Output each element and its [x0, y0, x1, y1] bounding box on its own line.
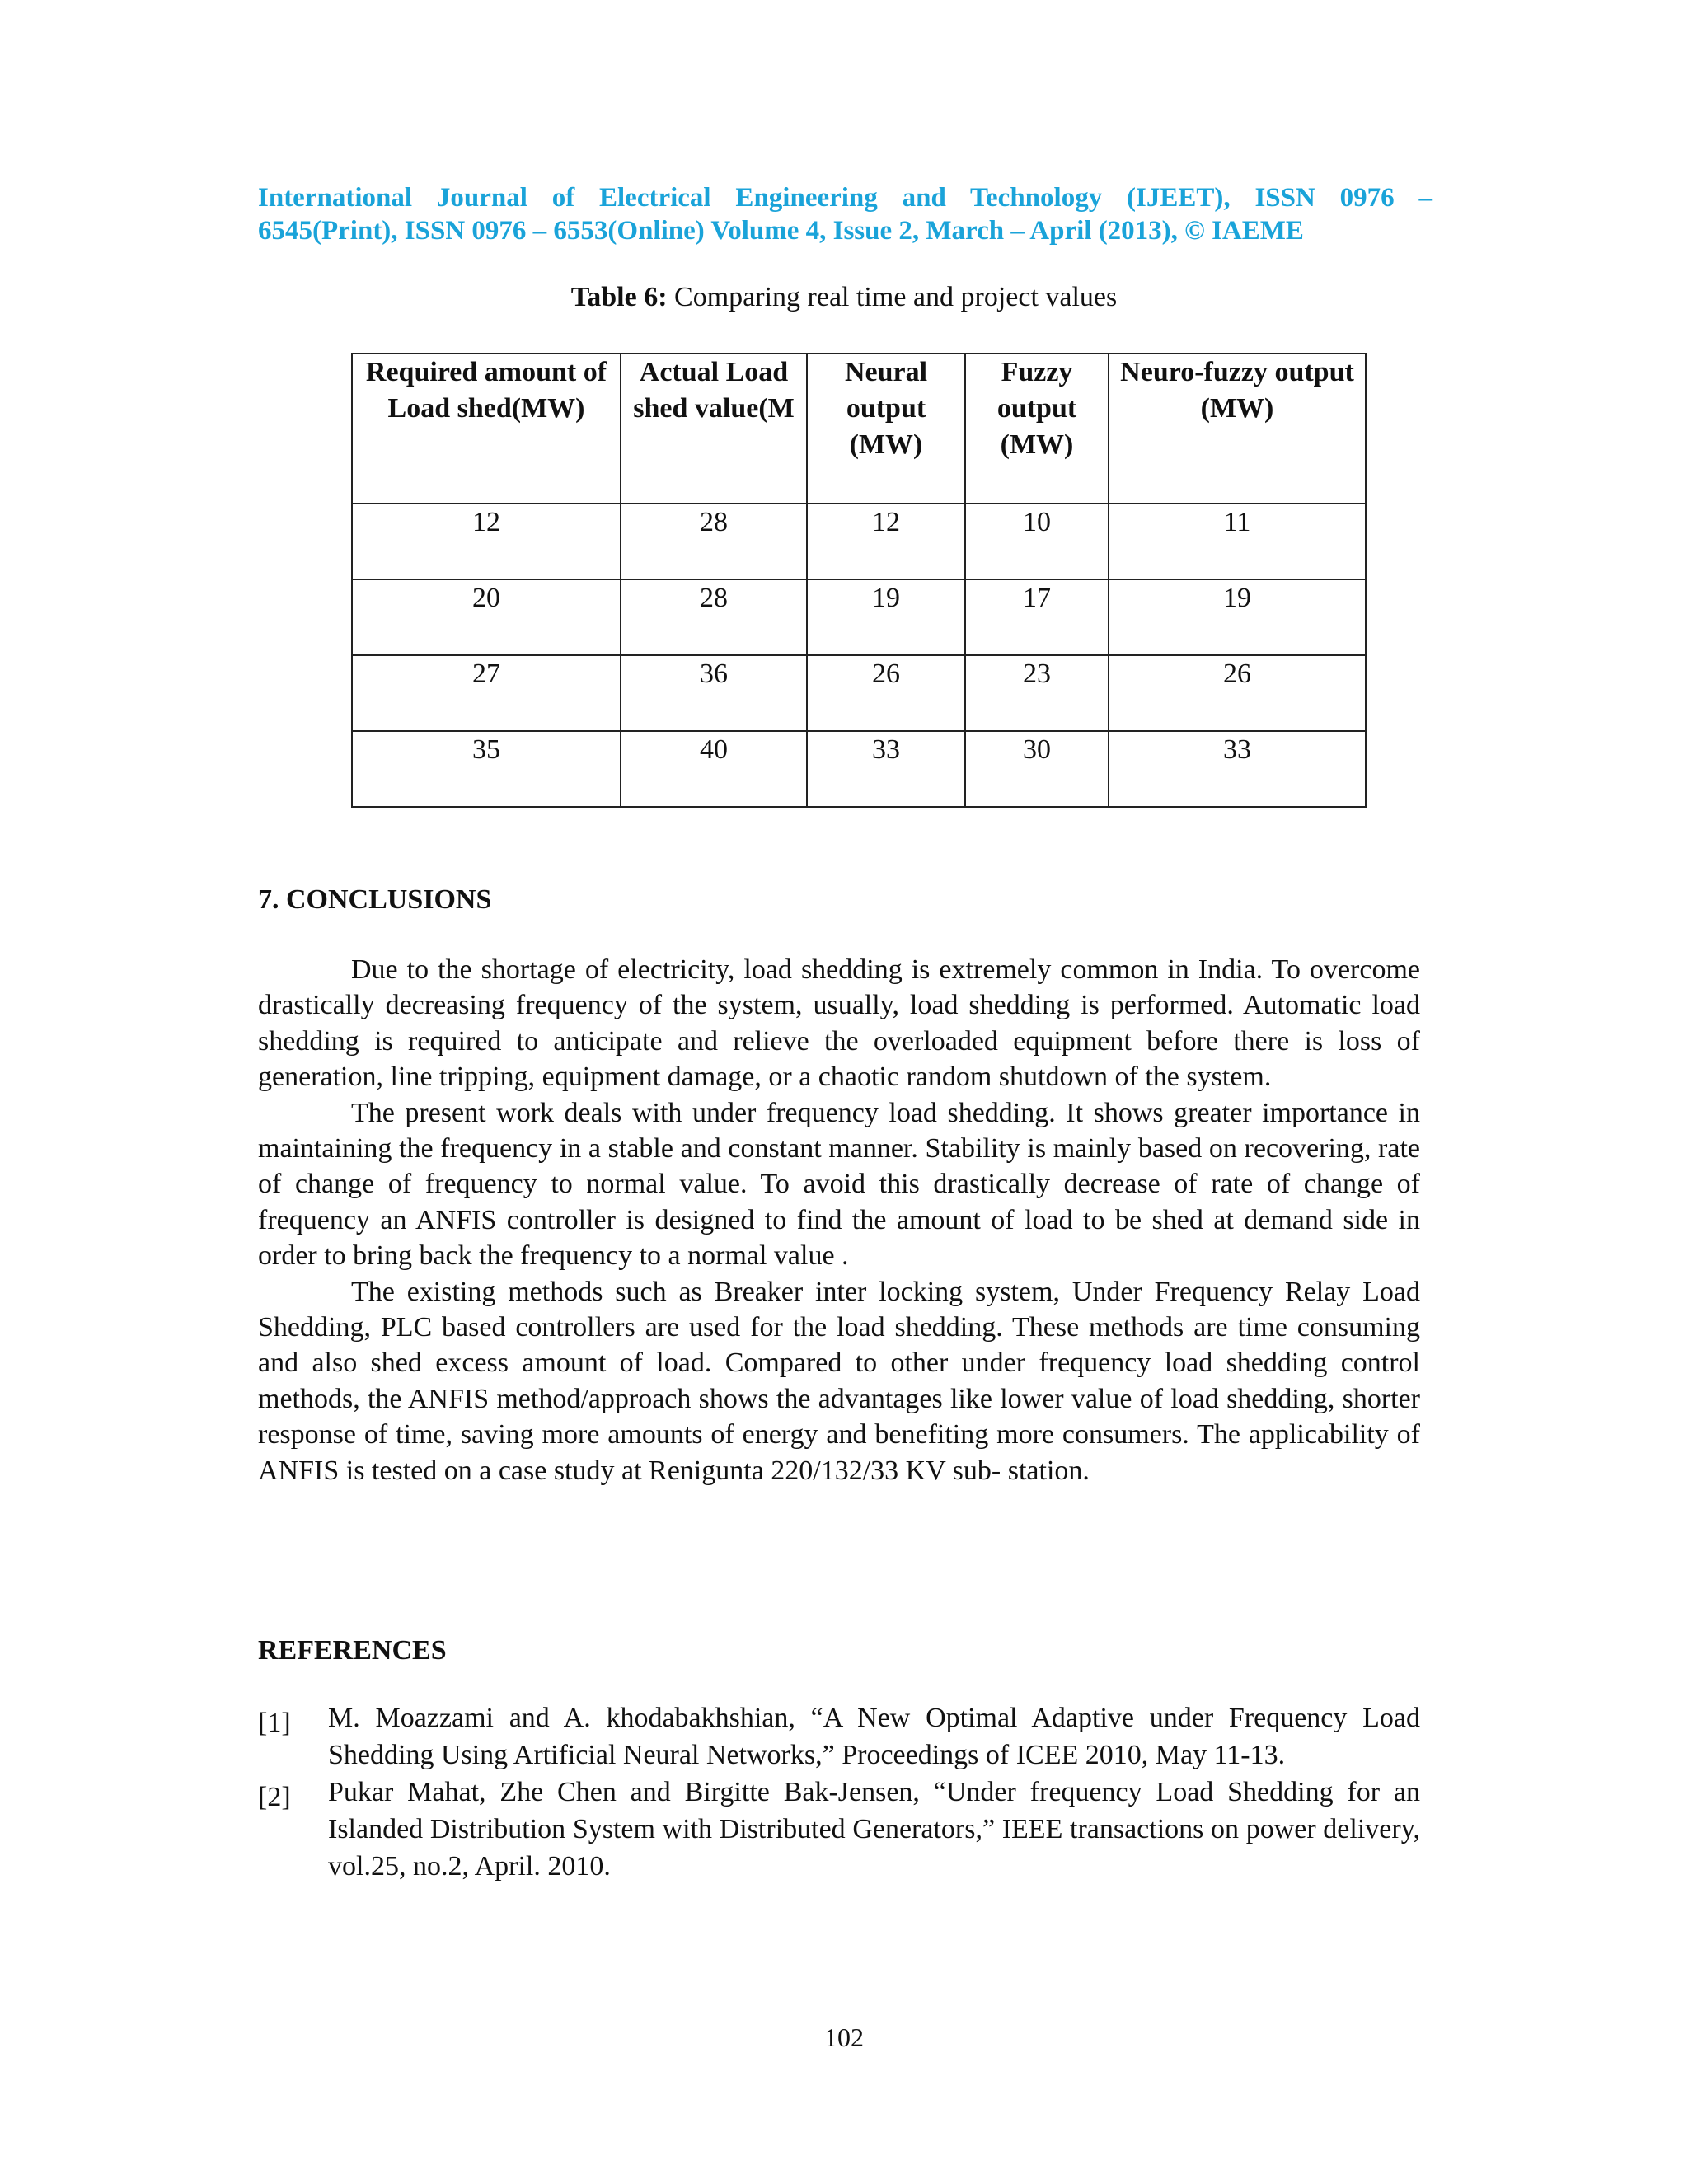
table-header-row	[352, 354, 1366, 504]
table-cell: 36	[621, 655, 807, 731]
table-row	[352, 504, 1366, 579]
reference-text: M. Moazzami and A. khodabakhshian, “A New Optimal Adaptive under Frequency Load Shedding Using Artificial Neural Networks,” Proceedings of ICEE 2010, May 11-13.	[328, 1703, 1420, 1770]
conclusions-paragraph: The existing methods such as Breaker inter locking system, Under Frequency Relay Load Shedding, PLC based controllers are used for the load shedding. These methods are time consuming and also shed excess amount of load. Compared to other under frequency load shedding control methods, the ANFIS method/approach shows the advantages like lower value of load shedding, shorter response of time, saving more amounts of energy and benefiting more consumers. The applicability of ANFIS is tested on a case study at Renigunta 220/132/33 KV sub- station.	[258, 1276, 1420, 1486]
table-cell: 30	[965, 731, 1109, 807]
table-cell: 28	[621, 579, 807, 655]
table-cell: 20	[352, 579, 621, 655]
table-cell: 40	[621, 731, 807, 807]
table-cell: 19	[807, 579, 965, 655]
table-cell: 23	[965, 655, 1109, 731]
column-header: Fuzzy output (MW)	[965, 354, 1109, 504]
column-header: Neuro-fuzzy output (MW)	[1109, 354, 1366, 504]
table-cell: 26	[1109, 655, 1366, 731]
column-header: Actual Load shed value(M	[621, 354, 807, 504]
comparison-table	[351, 353, 1367, 808]
table-row	[352, 579, 1366, 655]
column-header: Required amount of Load shed(MW)	[352, 354, 621, 504]
reference-number: [1]	[258, 1708, 291, 1738]
table-cell: 27	[352, 655, 621, 731]
table-caption-label: Table 6:	[570, 282, 668, 312]
references-list	[258, 1699, 1420, 1885]
table-row	[352, 731, 1366, 807]
conclusions-body	[258, 952, 1420, 1488]
reference-item	[258, 1774, 1420, 1885]
table-row	[352, 655, 1366, 731]
column-header: Neural output (MW)	[807, 354, 965, 504]
table-cell: 17	[965, 579, 1109, 655]
table-cell: 19	[1109, 579, 1366, 655]
table-cell: 26	[807, 655, 965, 731]
table-cell: 35	[352, 731, 621, 807]
reference-item	[258, 1699, 1420, 1774]
journal-header-line-1: International Journal of Electrical Engineering and Technology (IJEET), ISSN 0976 –	[258, 183, 1432, 213]
journal-header-line-2: 6545(Print), ISSN 0976 – 6553(Online) Volume 4, Issue 2, March – April (2013), © IAEME	[258, 216, 1304, 246]
table-caption-text: Comparing real time and project values	[667, 282, 1118, 312]
references-heading: REFERENCES	[258, 1635, 447, 1666]
journal-header	[258, 181, 1432, 247]
table-cell: 28	[621, 504, 807, 579]
table-cell: 12	[807, 504, 965, 579]
conclusions-paragraph: The present work deals with under frequency load shedding. It shows greater importance in maintaining the frequency in a stable and constant manner. Stability is mainly based on recovering, rate of change of frequency to normal value. To avoid this drastically decrease of rate of change of frequency an ANFIS controller is designed to find the amount of load to be shed at demand side in order to bring back the frequency to a normal value .	[258, 1097, 1420, 1272]
reference-number: [2]	[258, 1782, 291, 1812]
table-cell: 11	[1109, 504, 1366, 579]
reference-text: Pukar Mahat, Zhe Chen and Birgitte Bak-Jensen, “Under frequency Load Shedding for an Islanded Distribution System with Distributed Generators,” IEEE transactions on power delivery, vol.25, no.2, April. 2010.	[328, 1777, 1420, 1882]
table-cell: 33	[1109, 731, 1366, 807]
conclusions-heading: 7. CONCLUSIONS	[258, 884, 492, 915]
conclusions-paragraph: Due to the shortage of electricity, load shedding is extremely common in India. To overcome drastically decreasing frequency of the system, usually, load shedding is performed. Automatic load shedding is required to anticipate and relieve the overloaded equipment before there is loss of generation, line tripping, equipment damage, or a chaotic random shutdown of the system.	[258, 954, 1420, 1093]
table-cell: 12	[352, 504, 621, 579]
table-caption	[0, 280, 1688, 315]
table-cell: 10	[965, 504, 1109, 579]
table-cell: 33	[807, 731, 965, 807]
page-number: 102	[824, 2022, 864, 2052]
